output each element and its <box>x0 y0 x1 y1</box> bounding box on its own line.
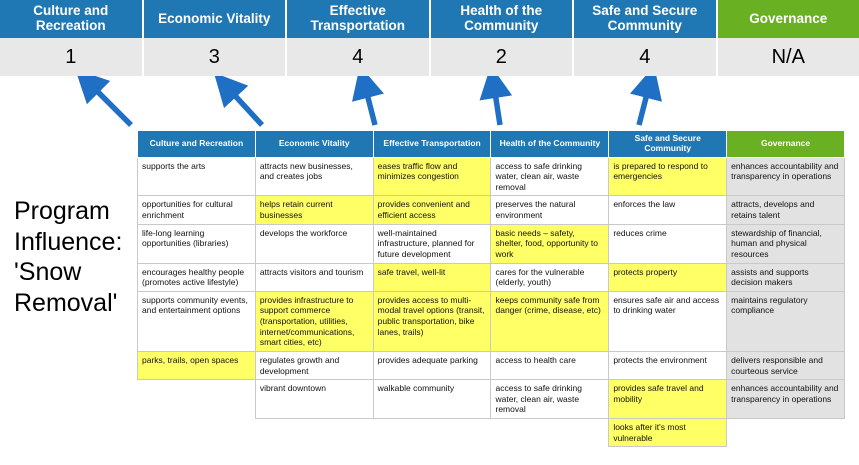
matrix-cell: protects property <box>609 263 727 291</box>
matrix-cell <box>138 419 256 447</box>
matrix-cell: vibrant downtown <box>255 380 373 419</box>
goal-header-economic-vitality: Economic Vitality <box>144 0 288 38</box>
arrow-icon-culture <box>90 84 131 125</box>
matrix-cell: maintains regulatory compliance <box>727 291 845 351</box>
matrix-header-economic-vitality: Economic Vitality <box>255 131 373 158</box>
matrix-cell: develops the workforce <box>255 224 373 263</box>
matrix-cell: attracts new businesses, and creates jobs <box>255 157 373 196</box>
arrows-layer <box>0 76 859 132</box>
matrix-header-row <box>138 131 845 158</box>
matrix-cell: encourages healthy people (promotes active lifestyle) <box>138 263 256 291</box>
program-influence-caption: Program Influence: 'Snow Removal' <box>14 197 123 317</box>
matrix-cell: basic needs – safety, shelter, food, opportunity to work <box>491 224 609 263</box>
matrix-cell <box>491 419 609 447</box>
matrix-cell: eases traffic flow and minimizes congestion <box>373 157 491 196</box>
matrix-cell: protects the environment <box>609 351 727 379</box>
matrix-cell: well-maintained infrastructure, planned for future development <box>373 224 491 263</box>
matrix-cell: looks after it's most vulnerable <box>609 419 727 447</box>
score-economic-vitality: 3 <box>144 38 288 76</box>
goal-header-culture-and-recreation: Culture and Recreation <box>0 0 144 38</box>
score-culture-and-recreation: 1 <box>0 38 144 76</box>
matrix-cell: supports community events, and entertainment options <box>138 291 256 351</box>
matrix-header-health-of-the-community: Health of the Community <box>491 131 609 158</box>
matrix-cell: enhances accountability and transparency in operations <box>727 157 845 196</box>
table-row <box>138 157 845 196</box>
table-row <box>138 263 845 291</box>
matrix-cell: helps retain current businesses <box>255 196 373 224</box>
matrix-cell: assists and supports decision makers <box>727 263 845 291</box>
score-governance: N/A <box>718 38 859 76</box>
goal-header-safe-and-secure-community: Safe and Secure Community <box>574 0 718 38</box>
arrow-icon-health <box>494 86 500 125</box>
matrix-cell <box>138 380 256 419</box>
matrix-cell: provides safe travel and mobility <box>609 380 727 419</box>
matrix-cell: life-long learning opportunities (libraries) <box>138 224 256 263</box>
matrix-cell: walkable community <box>373 380 491 419</box>
arrow-icon-economic <box>228 88 262 125</box>
matrix-cell: reduces crime <box>609 224 727 263</box>
goal-header-band <box>0 0 859 38</box>
score-safe-and-secure-community: 4 <box>574 38 718 76</box>
matrix-header-culture-and-recreation: Culture and Recreation <box>138 131 256 158</box>
table-row <box>138 351 845 379</box>
matrix-cell: provides access to multi-modal travel options (transit, public transportation, bike lanes, trails) <box>373 291 491 351</box>
table-row <box>138 196 845 224</box>
matrix-cell: supports the arts <box>138 157 256 196</box>
matrix-cell: provides adequate parking <box>373 351 491 379</box>
matrix-cell: access to safe drinking water, clean air, waste removal <box>491 157 609 196</box>
score-health-of-the-community: 2 <box>431 38 575 76</box>
arrow-icon-safe <box>639 86 649 125</box>
goal-header-governance: Governance <box>718 0 859 38</box>
matrix-cell: regulates growth and development <box>255 351 373 379</box>
matrix-cell: access to health care <box>491 351 609 379</box>
arrow-icon-transportation <box>365 86 375 125</box>
table-row <box>138 224 845 263</box>
matrix-cell: provides convenient and efficient access <box>373 196 491 224</box>
matrix-cell: provides infrastructure to support commerce (transportation, utilities, internet/communications, smart cities, etc) <box>255 291 373 351</box>
matrix-cell <box>727 419 845 447</box>
matrix-body <box>138 157 845 447</box>
goal-header-effective-transportation: Effective Transportation <box>287 0 431 38</box>
matrix-cell: stewardship of financial, human and physical resources <box>727 224 845 263</box>
matrix-cell: is prepared to respond to emergencies <box>609 157 727 196</box>
matrix-cell: delivers responsible and courteous service <box>727 351 845 379</box>
matrix-cell: attracts, develops and retains talent <box>727 196 845 224</box>
table-row <box>138 380 845 419</box>
matrix-header-governance: Governance <box>727 131 845 158</box>
matrix-cell: preserves the natural environment <box>491 196 609 224</box>
table-row <box>138 419 845 447</box>
matrix-cell: cares for the vulnerable (elderly, youth) <box>491 263 609 291</box>
matrix-cell: keeps community safe from danger (crime, disease, etc) <box>491 291 609 351</box>
matrix-cell <box>255 419 373 447</box>
influence-matrix-table <box>137 130 845 447</box>
matrix-cell: access to safe drinking water, clean air, waste removal <box>491 380 609 419</box>
matrix-cell: attracts visitors and tourism <box>255 263 373 291</box>
score-effective-transportation: 4 <box>287 38 431 76</box>
matrix-cell: enhances accountability and transparency in operations <box>727 380 845 419</box>
matrix-cell: enforces the law <box>609 196 727 224</box>
table-row <box>138 291 845 351</box>
matrix-cell: safe travel, well-lit <box>373 263 491 291</box>
matrix-cell: parks, trails, open spaces <box>138 351 256 379</box>
matrix-cell <box>373 419 491 447</box>
matrix-header-safe-and-secure-community: Safe and Secure Community <box>609 131 727 158</box>
matrix-header-effective-transportation: Effective Transportation <box>373 131 491 158</box>
goal-header-health-of-the-community: Health of the Community <box>431 0 575 38</box>
score-band <box>0 38 859 76</box>
matrix-cell: opportunities for cultural enrichment <box>138 196 256 224</box>
matrix-cell: ensures safe air and access to drinking water <box>609 291 727 351</box>
